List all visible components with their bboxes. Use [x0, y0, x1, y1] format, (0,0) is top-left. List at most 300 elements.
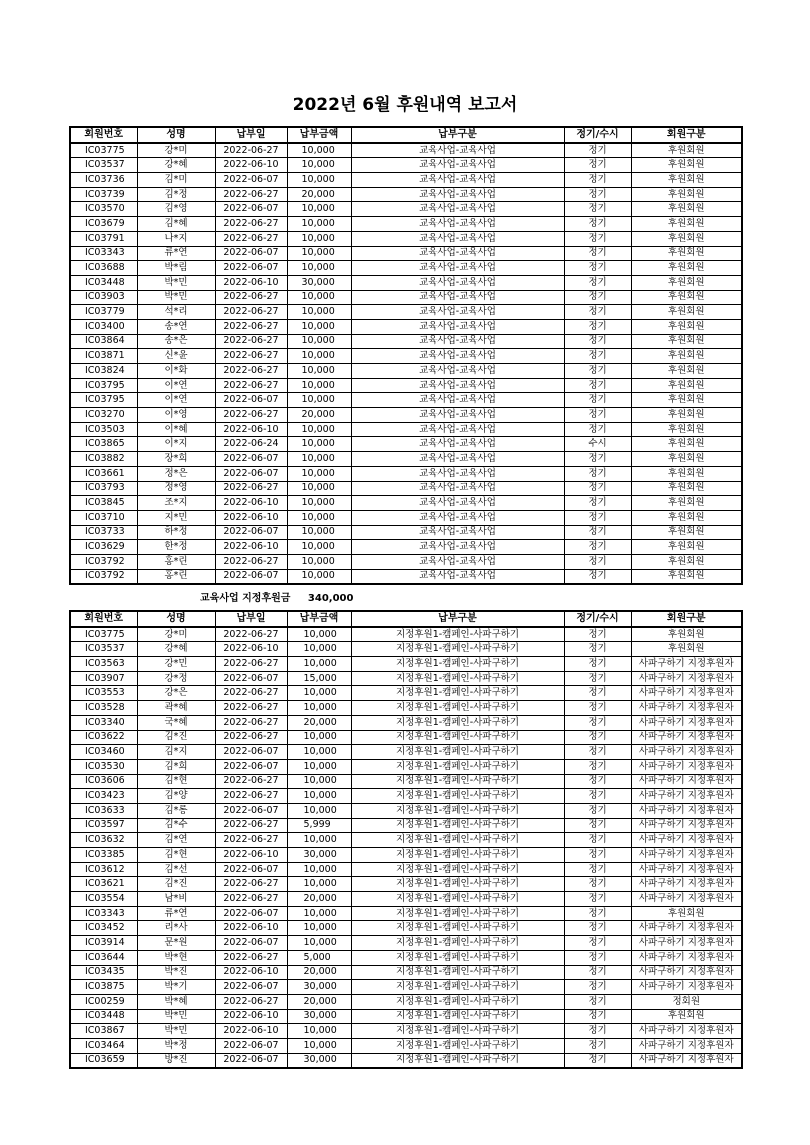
payment-date-cell: 2022-06-07: [215, 173, 287, 188]
member-id-cell: IC03423: [70, 789, 137, 804]
name-cell: 김*선: [137, 862, 215, 877]
header-amount: 납부금액: [287, 127, 351, 143]
member-id-cell: IC03845: [70, 496, 137, 511]
payment-date-cell: 2022-06-10: [215, 848, 287, 863]
name-cell: 방*진: [137, 1053, 215, 1068]
header-member-type: 회원구분: [631, 611, 742, 627]
amount-cell: 10,000: [287, 833, 351, 848]
member-id-cell: IC03537: [70, 158, 137, 173]
member-id-cell: IC03435: [70, 965, 137, 980]
payment-type-cell: 지정후원1-캠페인-사파구하기: [351, 980, 564, 995]
frequency-cell: 정기: [564, 540, 631, 555]
payment-type-cell: 지정후원1-캠페인-사파구하기: [351, 803, 564, 818]
amount-cell: 10,000: [287, 422, 351, 437]
member-type-cell: 후원회원: [631, 569, 742, 584]
table-row: [70, 202, 742, 217]
member-type-cell: 후원회원: [631, 554, 742, 569]
table-row: [70, 305, 742, 320]
name-cell: 신*윤: [137, 349, 215, 364]
member-id-cell: IC03385: [70, 848, 137, 863]
member-id-cell: IC03867: [70, 1024, 137, 1039]
payment-date-cell: 2022-06-27: [215, 657, 287, 672]
payment-date-cell: 2022-06-27: [215, 730, 287, 745]
frequency-cell: 정기: [564, 671, 631, 686]
frequency-cell: 정기: [564, 774, 631, 789]
member-type-cell: 후원회원: [631, 202, 742, 217]
payment-type-cell: 교육사업-교육사업: [351, 158, 564, 173]
table-row: [70, 1038, 742, 1053]
table-row: [70, 231, 742, 246]
member-id-cell: IC03914: [70, 936, 137, 951]
payment-date-cell: 2022-06-10: [215, 921, 287, 936]
frequency-cell: 정기: [564, 569, 631, 584]
name-cell: 강*정: [137, 671, 215, 686]
name-cell: 박*기: [137, 980, 215, 995]
frequency-cell: 정기: [564, 466, 631, 481]
member-type-cell: 사파구하기 지정후원자: [631, 1038, 742, 1053]
member-type-cell: 후원회원: [631, 437, 742, 452]
member-type-cell: 후원회원: [631, 305, 742, 320]
member-id-cell: IC03606: [70, 774, 137, 789]
member-id-cell: IC03824: [70, 364, 137, 379]
member-type-cell: 사파구하기 지정후원자: [631, 715, 742, 730]
member-type-cell: 사파구하기 지정후원자: [631, 803, 742, 818]
frequency-cell: 정기: [564, 906, 631, 921]
name-cell: 남*비: [137, 892, 215, 907]
member-type-cell: 후원회원: [631, 510, 742, 525]
name-cell: 류*연: [137, 906, 215, 921]
amount-cell: 10,000: [287, 1024, 351, 1039]
member-type-cell: 후원회원: [631, 334, 742, 349]
member-id-cell: IC03795: [70, 378, 137, 393]
name-cell: 강*혜: [137, 158, 215, 173]
amount-cell: 10,000: [287, 657, 351, 672]
payment-date-cell: 2022-06-27: [215, 789, 287, 804]
frequency-cell: 정기: [564, 1024, 631, 1039]
table-row: [70, 364, 742, 379]
table-row: [70, 510, 742, 525]
payment-date-cell: 2022-06-07: [215, 671, 287, 686]
amount-cell: 10,000: [287, 906, 351, 921]
amount-cell: 10,000: [287, 540, 351, 555]
name-cell: 박*혜: [137, 994, 215, 1009]
amount-cell: 20,000: [287, 715, 351, 730]
table-row: [70, 481, 742, 496]
member-type-cell: 사파구하기 지정후원자: [631, 892, 742, 907]
payment-type-cell: 지정후원1-캠페인-사파구하기: [351, 715, 564, 730]
name-cell: 류*연: [137, 246, 215, 261]
member-id-cell: IC03270: [70, 408, 137, 423]
payment-date-cell: 2022-06-10: [215, 496, 287, 511]
name-cell: 강*미: [137, 143, 215, 158]
header-member-type: 회원구분: [631, 127, 742, 143]
name-cell: 한*정: [137, 540, 215, 555]
payment-date-cell: 2022-06-27: [215, 686, 287, 701]
frequency-cell: 정기: [564, 950, 631, 965]
member-type-cell: 후원회원: [631, 466, 742, 481]
frequency-cell: 정기: [564, 862, 631, 877]
payment-type-cell: 지정후원1-캠페인-사파구하기: [351, 848, 564, 863]
payment-date-cell: 2022-06-27: [215, 364, 287, 379]
frequency-cell: 정기: [564, 965, 631, 980]
frequency-cell: 정기: [564, 1038, 631, 1053]
member-id-cell: IC03739: [70, 187, 137, 202]
name-cell: 곽*혜: [137, 701, 215, 716]
payment-type-cell: 지정후원1-캠페인-사파구하기: [351, 1024, 564, 1039]
member-id-cell: IC03865: [70, 437, 137, 452]
payment-type-cell: 교육사업-교육사업: [351, 246, 564, 261]
table-row: [70, 818, 742, 833]
payment-date-cell: 2022-06-27: [215, 334, 287, 349]
member-id-cell: IC03503: [70, 422, 137, 437]
amount-cell: 20,000: [287, 892, 351, 907]
frequency-cell: 정기: [564, 202, 631, 217]
payment-type-cell: 지정후원1-캠페인-사파구하기: [351, 936, 564, 951]
table-row: [70, 759, 742, 774]
name-cell: 김*정: [137, 187, 215, 202]
table-row: [70, 833, 742, 848]
name-cell: 강*민: [137, 657, 215, 672]
name-cell: 김*진: [137, 877, 215, 892]
name-cell: 리*사: [137, 921, 215, 936]
payment-date-cell: 2022-06-27: [215, 143, 287, 158]
frequency-cell: 정기: [564, 481, 631, 496]
education-subtotal: [200, 589, 353, 604]
name-cell: 박*정: [137, 1038, 215, 1053]
member-id-cell: IC03688: [70, 261, 137, 276]
payment-type-cell: 지정후원1-캠페인-사파구하기: [351, 833, 564, 848]
frequency-cell: 정기: [564, 349, 631, 364]
payment-type-cell: 교육사업-교육사업: [351, 334, 564, 349]
table-row: [70, 275, 742, 290]
amount-cell: 10,000: [287, 143, 351, 158]
payment-date-cell: 2022-06-07: [215, 466, 287, 481]
member-id-cell: IC03452: [70, 921, 137, 936]
member-id-cell: IC03644: [70, 950, 137, 965]
frequency-cell: 정기: [564, 1009, 631, 1024]
frequency-cell: 정기: [564, 231, 631, 246]
member-id-cell: IC03903: [70, 290, 137, 305]
table-row: [70, 173, 742, 188]
table-row: [70, 246, 742, 261]
frequency-cell: 정기: [564, 701, 631, 716]
payment-date-cell: 2022-06-10: [215, 510, 287, 525]
amount-cell: 10,000: [287, 378, 351, 393]
payment-type-cell: 교육사업-교육사업: [351, 319, 564, 334]
member-type-cell: 후원회원: [631, 143, 742, 158]
frequency-cell: 정기: [564, 877, 631, 892]
amount-cell: 10,000: [287, 452, 351, 467]
amount-cell: 30,000: [287, 980, 351, 995]
name-cell: 홍*린: [137, 569, 215, 584]
payment-date-cell: 2022-06-07: [215, 261, 287, 276]
frequency-cell: 정기: [564, 408, 631, 423]
member-type-cell: 사파구하기 지정후원자: [631, 745, 742, 760]
payment-type-cell: 교육사업-교육사업: [351, 378, 564, 393]
payment-date-cell: 2022-06-10: [215, 1009, 287, 1024]
payment-date-cell: 2022-06-10: [215, 1024, 287, 1039]
member-id-cell: IC03907: [70, 671, 137, 686]
name-cell: 강*은: [137, 686, 215, 701]
subtotal-label: 교육사업 지정후원금: [200, 593, 291, 604]
donation-table-education: [69, 126, 743, 585]
payment-type-cell: 교육사업-교육사업: [351, 554, 564, 569]
payment-type-cell: 지정후원1-캠페인-사파구하기: [351, 1038, 564, 1053]
name-cell: 김*현: [137, 848, 215, 863]
payment-date-cell: 2022-06-27: [215, 892, 287, 907]
table-row: [70, 187, 742, 202]
name-cell: 김*희: [137, 759, 215, 774]
name-cell: 문*원: [137, 936, 215, 951]
payment-type-cell: 지정후원1-캠페인-사파구하기: [351, 745, 564, 760]
table-row: [70, 921, 742, 936]
member-type-cell: 사파구하기 지정후원자: [631, 774, 742, 789]
name-cell: 박*민: [137, 275, 215, 290]
member-type-cell: 사파구하기 지정후원자: [631, 833, 742, 848]
amount-cell: 10,000: [287, 759, 351, 774]
frequency-cell: 정기: [564, 261, 631, 276]
table-row: [70, 745, 742, 760]
amount-cell: 10,000: [287, 364, 351, 379]
frequency-cell: 정기: [564, 730, 631, 745]
amount-cell: 10,000: [287, 936, 351, 951]
member-type-cell: 사파구하기 지정후원자: [631, 730, 742, 745]
member-type-cell: 후원회원: [631, 525, 742, 540]
amount-cell: 30,000: [287, 275, 351, 290]
member-id-cell: IC03621: [70, 877, 137, 892]
member-id-cell: IC03791: [70, 231, 137, 246]
payment-type-cell: 교육사업-교육사업: [351, 422, 564, 437]
amount-cell: 30,000: [287, 1009, 351, 1024]
member-type-cell: 후원회원: [631, 408, 742, 423]
member-type-cell: 후원회원: [631, 290, 742, 305]
name-cell: 김*수: [137, 818, 215, 833]
frequency-cell: 정기: [564, 319, 631, 334]
member-type-cell: 후원회원: [631, 364, 742, 379]
table-row: [70, 671, 742, 686]
member-type-cell: 사파구하기 지정후원자: [631, 1024, 742, 1039]
payment-type-cell: 교육사업-교육사업: [351, 231, 564, 246]
table-row: [70, 334, 742, 349]
member-type-cell: 사파구하기 지정후원자: [631, 921, 742, 936]
payment-date-cell: 2022-06-07: [215, 1038, 287, 1053]
payment-type-cell: 지정후원1-캠페인-사파구하기: [351, 994, 564, 1009]
member-id-cell: IC03622: [70, 730, 137, 745]
member-type-cell: 후원회원: [631, 246, 742, 261]
member-id-cell: IC03733: [70, 525, 137, 540]
payment-date-cell: 2022-06-10: [215, 158, 287, 173]
table-header-row: [70, 127, 742, 143]
payment-date-cell: 2022-06-07: [215, 759, 287, 774]
member-type-cell: 후원회원: [631, 349, 742, 364]
name-cell: 국*혜: [137, 715, 215, 730]
payment-date-cell: 2022-06-27: [215, 305, 287, 320]
payment-date-cell: 2022-06-27: [215, 627, 287, 642]
member-type-cell: 후원회원: [631, 452, 742, 467]
payment-date-cell: 2022-06-07: [215, 569, 287, 584]
amount-cell: 10,000: [287, 862, 351, 877]
amount-cell: 10,000: [287, 774, 351, 789]
member-type-cell: 사파구하기 지정후원자: [631, 936, 742, 951]
name-cell: 박*민: [137, 1009, 215, 1024]
payment-date-cell: 2022-06-27: [215, 349, 287, 364]
header-name: 성명: [137, 611, 215, 627]
payment-date-cell: 2022-06-27: [215, 187, 287, 202]
member-type-cell: 사파구하기 지정후원자: [631, 862, 742, 877]
payment-date-cell: 2022-06-10: [215, 540, 287, 555]
member-type-cell: 후원회원: [631, 496, 742, 511]
payment-type-cell: 교육사업-교육사업: [351, 202, 564, 217]
header-frequency: 정기/수시: [564, 611, 631, 627]
payment-type-cell: 교육사업-교육사업: [351, 290, 564, 305]
member-type-cell: 후원회원: [631, 627, 742, 642]
payment-type-cell: 교육사업-교육사업: [351, 364, 564, 379]
payment-date-cell: 2022-06-10: [215, 642, 287, 657]
name-cell: 강*미: [137, 627, 215, 642]
payment-type-cell: 교육사업-교육사업: [351, 408, 564, 423]
member-type-cell: 사파구하기 지정후원자: [631, 980, 742, 995]
amount-cell: 20,000: [287, 994, 351, 1009]
payment-type-cell: 교육사업-교육사업: [351, 481, 564, 496]
header-member-id: 회원번호: [70, 127, 137, 143]
subtotal-value: 340,000: [307, 593, 354, 604]
name-cell: 정*영: [137, 481, 215, 496]
table-row: [70, 862, 742, 877]
member-type-cell: 사파구하기 지정후원자: [631, 789, 742, 804]
member-id-cell: IC03530: [70, 759, 137, 774]
frequency-cell: 정기: [564, 936, 631, 951]
name-cell: 송*은: [137, 334, 215, 349]
amount-cell: 10,000: [287, 231, 351, 246]
member-id-cell: IC03659: [70, 1053, 137, 1068]
payment-type-cell: 교육사업-교육사업: [351, 525, 564, 540]
page-title: 2022년 6월 후원내역 보고서: [292, 95, 518, 115]
member-type-cell: 사파구하기 지정후원자: [631, 950, 742, 965]
frequency-cell: 정기: [564, 657, 631, 672]
frequency-cell: 정기: [564, 217, 631, 232]
member-type-cell: 사파구하기 지정후원자: [631, 686, 742, 701]
member-type-cell: 후원회원: [631, 275, 742, 290]
member-type-cell: 후원회원: [631, 261, 742, 276]
member-type-cell: 후원회원: [631, 187, 742, 202]
member-type-cell: 후원회원: [631, 906, 742, 921]
amount-cell: 5,999: [287, 818, 351, 833]
table-row: [70, 408, 742, 423]
frequency-cell: 정기: [564, 745, 631, 760]
amount-cell: 20,000: [287, 187, 351, 202]
payment-date-cell: 2022-06-07: [215, 1053, 287, 1068]
amount-cell: 10,000: [287, 789, 351, 804]
amount-cell: 10,000: [287, 466, 351, 481]
member-type-cell: 사파구하기 지정후원자: [631, 818, 742, 833]
frequency-cell: 정기: [564, 525, 631, 540]
member-id-cell: IC03661: [70, 466, 137, 481]
payment-type-cell: 교육사업-교육사업: [351, 452, 564, 467]
table-row: [70, 686, 742, 701]
amount-cell: 10,000: [287, 877, 351, 892]
amount-cell: 10,000: [287, 481, 351, 496]
amount-cell: 30,000: [287, 1053, 351, 1068]
table-row: [70, 452, 742, 467]
frequency-cell: 정기: [564, 275, 631, 290]
name-cell: 박*진: [137, 965, 215, 980]
member-id-cell: IC03464: [70, 1038, 137, 1053]
payment-date-cell: 2022-06-27: [215, 701, 287, 716]
table-header-row: [70, 611, 742, 627]
payment-date-cell: 2022-06-07: [215, 452, 287, 467]
amount-cell: 10,000: [287, 349, 351, 364]
payment-date-cell: 2022-06-27: [215, 994, 287, 1009]
name-cell: 정*은: [137, 466, 215, 481]
payment-date-cell: 2022-06-07: [215, 936, 287, 951]
payment-type-cell: 교육사업-교육사업: [351, 305, 564, 320]
member-id-cell: IC03792: [70, 569, 137, 584]
table-row: [70, 965, 742, 980]
member-id-cell: IC03679: [70, 217, 137, 232]
frequency-cell: 정기: [564, 1053, 631, 1068]
payment-date-cell: 2022-06-27: [215, 818, 287, 833]
member-id-cell: IC03343: [70, 906, 137, 921]
table-row: [70, 393, 742, 408]
table-row: [70, 642, 742, 657]
header-payment-date: 납부일: [215, 611, 287, 627]
amount-cell: 10,000: [287, 730, 351, 745]
table-row: [70, 715, 742, 730]
member-type-cell: 사파구하기 지정후원자: [631, 965, 742, 980]
frequency-cell: 정기: [564, 686, 631, 701]
amount-cell: 10,000: [287, 525, 351, 540]
member-id-cell: IC03553: [70, 686, 137, 701]
amount-cell: 10,000: [287, 319, 351, 334]
table-row: [70, 1053, 742, 1068]
payment-type-cell: 지정후원1-캠페인-사파구하기: [351, 921, 564, 936]
payment-date-cell: 2022-06-07: [215, 246, 287, 261]
member-type-cell: 사파구하기 지정후원자: [631, 657, 742, 672]
payment-date-cell: 2022-06-07: [215, 803, 287, 818]
member-type-cell: 후원회원: [631, 217, 742, 232]
amount-cell: 10,000: [287, 437, 351, 452]
member-type-cell: 후원회원: [631, 1009, 742, 1024]
amount-cell: 5,000: [287, 950, 351, 965]
member-type-cell: 후원회원: [631, 422, 742, 437]
name-cell: 이*영: [137, 408, 215, 423]
header-payment-type: 납부구분: [351, 127, 564, 143]
frequency-cell: 정기: [564, 554, 631, 569]
member-id-cell: IC03554: [70, 892, 137, 907]
frequency-cell: 정기: [564, 759, 631, 774]
table-row: [70, 422, 742, 437]
amount-cell: 10,000: [287, 803, 351, 818]
payment-type-cell: 교육사업-교육사업: [351, 275, 564, 290]
table-row: [70, 466, 742, 481]
name-cell: 석*리: [137, 305, 215, 320]
payment-type-cell: 지정후원1-캠페인-사파구하기: [351, 965, 564, 980]
member-type-cell: 후원회원: [631, 378, 742, 393]
amount-cell: 10,000: [287, 305, 351, 320]
payment-type-cell: 지정후원1-캠페인-사파구하기: [351, 686, 564, 701]
payment-date-cell: 2022-06-24: [215, 437, 287, 452]
member-id-cell: IC00259: [70, 994, 137, 1009]
payment-date-cell: 2022-06-27: [215, 833, 287, 848]
frequency-cell: 정기: [564, 364, 631, 379]
member-type-cell: 사파구하기 지정후원자: [631, 759, 742, 774]
table-row: [70, 569, 742, 584]
payment-type-cell: 지정후원1-캠페인-사파구하기: [351, 892, 564, 907]
payment-type-cell: 교육사업-교육사업: [351, 217, 564, 232]
name-cell: 장*희: [137, 452, 215, 467]
amount-cell: 10,000: [287, 334, 351, 349]
member-type-cell: 후원회원: [631, 231, 742, 246]
